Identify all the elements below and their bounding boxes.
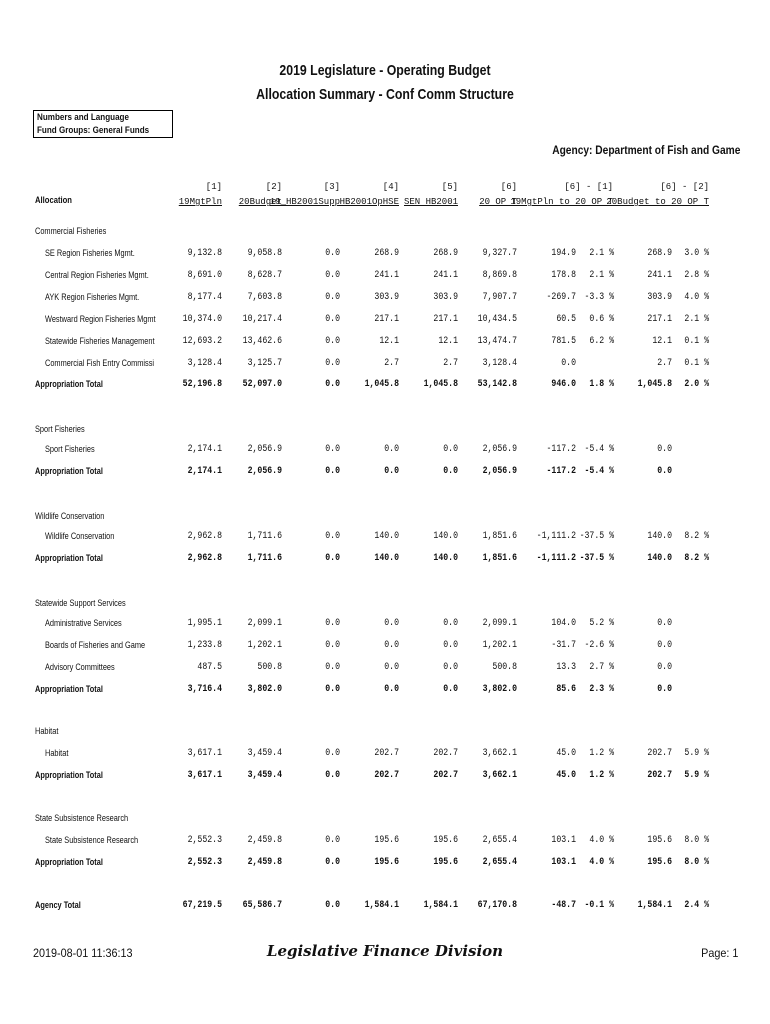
col7-index: [6] - [1] — [564, 182, 613, 192]
cell-col2: 2,056.9 — [247, 444, 282, 455]
cell-col8: 0.6 % — [589, 314, 614, 325]
cell-col10: 2.0 % — [684, 379, 709, 390]
cell-col6: 1,851.6 — [482, 553, 517, 564]
cell-col6: 2,099.1 — [482, 618, 517, 629]
cell-col6: 3,662.1 — [482, 748, 517, 759]
cell-col1: 1,995.1 — [187, 618, 222, 629]
table-row — [0, 270, 770, 284]
col6-index: [6] — [500, 182, 517, 192]
row-label: Advisory Committees — [45, 662, 115, 672]
group-heading-row — [0, 424, 770, 438]
cell-col8: -37.5 % — [579, 531, 614, 542]
cell-col2: 3,125.7 — [247, 358, 282, 369]
cell-col8: 1.8 % — [589, 379, 614, 390]
appropriation-total-row — [0, 466, 770, 480]
cell-col7: 781.5 — [551, 336, 576, 347]
cell-col7: -1,111.2 — [536, 531, 576, 542]
cell-col10: 5.9 % — [684, 770, 709, 781]
cell-col8: 4.0 % — [589, 835, 614, 846]
cell-col1: 10,374.0 — [182, 314, 222, 325]
col3-index: [3] — [323, 182, 340, 192]
cell-col2: 3,459.4 — [247, 748, 282, 759]
cell-col1: 8,691.0 — [187, 270, 222, 281]
row-label: Westward Region Fisheries Mgmt — [45, 314, 156, 324]
cell-col4: 217.1 — [374, 314, 399, 325]
cell-col1: 12,693.2 — [182, 336, 222, 347]
cell-col2: 65,586.7 — [242, 900, 282, 911]
appropriation-total-row — [0, 770, 770, 784]
cell-col9: 202.7 — [647, 770, 672, 781]
cell-col5: 0.0 — [443, 662, 458, 673]
cell-col7: 103.1 — [551, 835, 576, 846]
cell-col7: 0.0 — [561, 358, 576, 369]
cell-col6: 2,056.9 — [482, 466, 517, 477]
row-label: Appropriation Total — [35, 466, 103, 476]
cell-col9: 0.0 — [657, 618, 672, 629]
cell-col1: 2,174.1 — [187, 466, 222, 477]
cell-col5: 1,584.1 — [423, 900, 458, 911]
cell-col8: -37.5 % — [579, 553, 614, 564]
allocation-column-header: Allocation — [35, 195, 72, 205]
table-row — [0, 358, 770, 372]
cell-col2: 2,459.8 — [247, 857, 282, 868]
group-heading-row — [0, 598, 770, 612]
table-row — [0, 835, 770, 849]
cell-col7: 13.3 — [556, 662, 576, 673]
cell-col1: 487.5 — [197, 662, 222, 673]
cell-col7: -31.7 — [551, 640, 576, 651]
cell-col4: 303.9 — [374, 292, 399, 303]
cell-col7: 194.9 — [551, 248, 576, 259]
table-row — [0, 618, 770, 632]
cell-col1: 2,962.8 — [187, 553, 222, 564]
cell-col4: 0.0 — [384, 640, 399, 651]
cell-col8: 6.2 % — [589, 336, 614, 347]
row-label: Agency Total — [35, 900, 81, 910]
cell-col3: 0.0 — [325, 770, 340, 781]
cell-col8: 1.2 % — [589, 770, 614, 781]
cell-col3: 0.0 — [325, 531, 340, 542]
cell-col2: 10,217.4 — [242, 314, 282, 325]
cell-col2: 13,462.6 — [242, 336, 282, 347]
col4-header: HB2001OpHSE — [339, 197, 399, 207]
cell-col2: 1,711.6 — [247, 553, 282, 564]
cell-col5: 303.9 — [433, 292, 458, 303]
cell-col3: 0.0 — [325, 662, 340, 673]
cell-col3: 0.0 — [325, 900, 340, 911]
table-row — [0, 662, 770, 676]
cell-col7: -117.2 — [546, 466, 576, 477]
cell-col3: 0.0 — [325, 684, 340, 695]
cell-col8: 2.7 % — [589, 662, 614, 673]
cell-col1: 67,219.5 — [182, 900, 222, 911]
report-timestamp: 2019-08-01 11:36:13 — [33, 946, 133, 960]
fund-box-line2: Fund Groups: General Funds — [37, 125, 150, 136]
group-heading-row — [0, 511, 770, 525]
cell-col3: 0.0 — [325, 314, 340, 325]
col5-index: [5] — [441, 182, 458, 192]
cell-col7: -269.7 — [546, 292, 576, 303]
cell-col7: -1,111.2 — [536, 553, 576, 564]
cell-col4: 2.7 — [384, 358, 399, 369]
row-label: Habitat — [45, 748, 69, 758]
cell-col5: 202.7 — [433, 770, 458, 781]
cell-col4: 195.6 — [374, 835, 399, 846]
cell-col1: 2,552.3 — [187, 857, 222, 868]
cell-col5: 195.6 — [433, 835, 458, 846]
row-label: Central Region Fisheries Mgmt. — [45, 270, 149, 280]
row-label: AYK Region Fisheries Mgmt. — [45, 292, 140, 302]
cell-col8: 4.0 % — [589, 857, 614, 868]
cell-col3: 0.0 — [325, 748, 340, 759]
row-label: Habitat — [35, 726, 59, 736]
cell-col7: 85.6 — [556, 684, 576, 695]
cell-col4: 1,584.1 — [364, 900, 399, 911]
cell-col6: 53,142.8 — [477, 379, 517, 390]
cell-col8: 2.3 % — [589, 684, 614, 695]
cell-col5: 12.1 — [438, 336, 458, 347]
cell-col9: 0.0 — [657, 640, 672, 651]
cell-col3: 0.0 — [325, 248, 340, 259]
appropriation-total-row — [0, 684, 770, 698]
cell-col1: 3,617.1 — [187, 770, 222, 781]
cell-col9: 12.1 — [652, 336, 672, 347]
cell-col5: 140.0 — [433, 553, 458, 564]
row-label: Statewide Support Services — [35, 598, 126, 608]
cell-col9: 0.0 — [657, 662, 672, 673]
cell-col7: 45.0 — [556, 770, 576, 781]
cell-col8: -5.4 % — [584, 466, 614, 477]
row-label: State Subsistence Research — [45, 835, 139, 845]
cell-col9: 140.0 — [647, 553, 672, 564]
cell-col10: 8.0 % — [684, 835, 709, 846]
cell-col10: 8.0 % — [684, 857, 709, 868]
agency-total-row — [0, 900, 770, 914]
row-label: Commercial Fish Entry Commissi — [45, 358, 155, 368]
cell-col1: 3,128.4 — [187, 358, 222, 369]
cell-col2: 8,628.7 — [247, 270, 282, 281]
report-subtitle: Allocation Summary - Conf Comm Structure — [256, 86, 514, 103]
report-title: 2019 Legislature - Operating Budget — [279, 62, 491, 79]
cell-col5: 0.0 — [443, 684, 458, 695]
table-row — [0, 640, 770, 654]
cell-col6: 8,869.8 — [482, 270, 517, 281]
cell-col10: 8.2 % — [684, 553, 709, 564]
cell-col4: 140.0 — [374, 553, 399, 564]
cell-col5: 0.0 — [443, 466, 458, 477]
cell-col4: 0.0 — [384, 684, 399, 695]
cell-col6: 3,662.1 — [482, 770, 517, 781]
cell-col3: 0.0 — [325, 444, 340, 455]
row-label: Statewide Fisheries Management — [45, 336, 155, 346]
row-label: Sport Fisheries — [35, 424, 85, 434]
cell-col1: 3,617.1 — [187, 748, 222, 759]
cell-col1: 9,132.8 — [187, 248, 222, 259]
table-row — [0, 531, 770, 545]
cell-col6: 9,327.7 — [482, 248, 517, 259]
cell-col4: 268.9 — [374, 248, 399, 259]
cell-col3: 0.0 — [325, 379, 340, 390]
table-row — [0, 314, 770, 328]
col5-header: SEN HB2001 — [403, 197, 458, 207]
row-label: Appropriation Total — [35, 770, 103, 780]
cell-col6: 2,655.4 — [482, 835, 517, 846]
cell-col2: 2,056.9 — [247, 466, 282, 477]
col3-header: 19_HB2001Supp — [269, 197, 340, 207]
table-row — [0, 444, 770, 458]
cell-col9: 0.0 — [657, 466, 672, 477]
row-label: Commercial Fisheries — [35, 226, 107, 236]
page-number: Page: 1 — [700, 946, 738, 960]
cell-col4: 241.1 — [374, 270, 399, 281]
col6-header: 20 OP T — [479, 197, 517, 207]
cell-col2: 7,603.8 — [247, 292, 282, 303]
cell-col3: 0.0 — [325, 857, 340, 868]
cell-col1: 1,233.8 — [187, 640, 222, 651]
cell-col6: 3,128.4 — [482, 358, 517, 369]
cell-col2: 1,202.1 — [247, 640, 282, 651]
row-label: State Subsistence Research — [35, 813, 129, 823]
col1-header: 19MgtPln — [178, 197, 222, 207]
cell-col4: 202.7 — [374, 770, 399, 781]
cell-col3: 0.0 — [325, 270, 340, 281]
cell-col6: 2,056.9 — [482, 444, 517, 455]
cell-col5: 195.6 — [433, 857, 458, 868]
cell-col7: 45.0 — [556, 748, 576, 759]
cell-col2: 3,459.4 — [247, 770, 282, 781]
cell-col5: 0.0 — [443, 618, 458, 629]
cell-col5: 202.7 — [433, 748, 458, 759]
cell-col3: 0.0 — [325, 618, 340, 629]
cell-col1: 52,196.8 — [182, 379, 222, 390]
cell-col4: 0.0 — [384, 444, 399, 455]
cell-col3: 0.0 — [325, 358, 340, 369]
cell-col10: 0.1 % — [684, 358, 709, 369]
table-row — [0, 748, 770, 762]
col2-index: [2] — [265, 182, 282, 192]
col7-header: 19MgtPln to 20 OP T — [510, 197, 613, 207]
cell-col4: 1,045.8 — [364, 379, 399, 390]
cell-col9: 0.0 — [657, 444, 672, 455]
cell-col9: 1,584.1 — [637, 900, 672, 911]
cell-col9: 2.7 — [657, 358, 672, 369]
cell-col9: 140.0 — [647, 531, 672, 542]
cell-col10: 2.1 % — [684, 314, 709, 325]
cell-col8: 2.1 % — [589, 248, 614, 259]
fund-box-line1: Numbers and Language — [37, 112, 129, 123]
row-label: Appropriation Total — [35, 857, 103, 867]
row-label: Wildlife Conservation — [35, 511, 105, 521]
cell-col1: 3,716.4 — [187, 684, 222, 695]
table-row — [0, 336, 770, 350]
cell-col4: 140.0 — [374, 531, 399, 542]
cell-col4: 195.6 — [374, 857, 399, 868]
cell-col4: 0.0 — [384, 618, 399, 629]
cell-col5: 268.9 — [433, 248, 458, 259]
cell-col8: -0.1 % — [584, 900, 614, 911]
cell-col8: 1.2 % — [589, 748, 614, 759]
col2-header: 20Budget — [238, 197, 282, 207]
cell-col4: 12.1 — [379, 336, 399, 347]
agency-name: Agency: Department of Fish and Game — [551, 143, 740, 157]
cell-col5: 1,045.8 — [423, 379, 458, 390]
cell-col10: 2.8 % — [684, 270, 709, 281]
cell-col3: 0.0 — [325, 553, 340, 564]
cell-col7: -117.2 — [546, 444, 576, 455]
cell-col5: 217.1 — [433, 314, 458, 325]
cell-col8: 2.1 % — [589, 270, 614, 281]
cell-col8: -5.4 % — [584, 444, 614, 455]
group-heading-row — [0, 726, 770, 740]
cell-col2: 9,058.8 — [247, 248, 282, 259]
col8-index: [6] - [2] — [660, 182, 709, 192]
cell-col9: 195.6 — [647, 835, 672, 846]
cell-col9: 1,045.8 — [637, 379, 672, 390]
col8-header: 20Budget to 20 OP T — [606, 197, 709, 207]
col1-index: [1] — [205, 182, 222, 192]
cell-col2: 500.8 — [257, 662, 282, 673]
cell-col5: 2.7 — [443, 358, 458, 369]
cell-col10: 8.2 % — [684, 531, 709, 542]
cell-col9: 195.6 — [647, 857, 672, 868]
cell-col10: 4.0 % — [684, 292, 709, 303]
cell-col7: 946.0 — [551, 379, 576, 390]
cell-col7: 178.8 — [551, 270, 576, 281]
cell-col4: 202.7 — [374, 748, 399, 759]
cell-col2: 3,802.0 — [247, 684, 282, 695]
cell-col10: 3.0 % — [684, 248, 709, 259]
cell-col6: 67,170.8 — [477, 900, 517, 911]
row-label: Sport Fisheries — [45, 444, 95, 454]
cell-col2: 2,099.1 — [247, 618, 282, 629]
cell-col6: 7,907.7 — [482, 292, 517, 303]
table-row — [0, 292, 770, 306]
cell-col6: 10,434.5 — [477, 314, 517, 325]
appropriation-total-row — [0, 379, 770, 393]
cell-col3: 0.0 — [325, 835, 340, 846]
cell-col8: -3.3 % — [584, 292, 614, 303]
cell-col2: 52,097.0 — [242, 379, 282, 390]
cell-col10: 2.4 % — [684, 900, 709, 911]
cell-col8: 5.2 % — [589, 618, 614, 629]
cell-col6: 500.8 — [492, 662, 517, 673]
row-label: SE Region Fisheries Mgmt. — [45, 248, 135, 258]
cell-col1: 2,962.8 — [187, 531, 222, 542]
cell-col10: 5.9 % — [684, 748, 709, 759]
cell-col6: 1,202.1 — [482, 640, 517, 651]
row-label: Administrative Services — [45, 618, 122, 628]
cell-col3: 0.0 — [325, 640, 340, 651]
cell-col2: 1,711.6 — [247, 531, 282, 542]
cell-col2: 2,459.8 — [247, 835, 282, 846]
cell-col8: -2.6 % — [584, 640, 614, 651]
cell-col9: 268.9 — [647, 248, 672, 259]
cell-col1: 2,174.1 — [187, 444, 222, 455]
division-signature: Legislative Finance Division — [266, 942, 504, 960]
cell-col3: 0.0 — [325, 336, 340, 347]
row-label: Appropriation Total — [35, 553, 103, 563]
cell-col1: 2,552.3 — [187, 835, 222, 846]
row-label: Appropriation Total — [35, 379, 103, 389]
cell-col6: 1,851.6 — [482, 531, 517, 542]
cell-col9: 0.0 — [657, 684, 672, 695]
cell-col9: 241.1 — [647, 270, 672, 281]
cell-col5: 140.0 — [433, 531, 458, 542]
cell-col5: 0.0 — [443, 640, 458, 651]
appropriation-total-row — [0, 553, 770, 567]
cell-col6: 2,655.4 — [482, 857, 517, 868]
cell-col7: 60.5 — [556, 314, 576, 325]
cell-col3: 0.0 — [325, 292, 340, 303]
fund-group-box — [33, 110, 173, 138]
row-label: Wildlife Conservation — [45, 531, 115, 541]
cell-col7: 104.0 — [551, 618, 576, 629]
col4-index: [4] — [382, 182, 399, 192]
cell-col1: 8,177.4 — [187, 292, 222, 303]
group-heading-row — [0, 813, 770, 827]
cell-col4: 0.0 — [384, 662, 399, 673]
cell-col6: 3,802.0 — [482, 684, 517, 695]
row-label: Boards of Fisheries and Game — [45, 640, 146, 650]
cell-col7: -48.7 — [551, 900, 576, 911]
cell-col9: 217.1 — [647, 314, 672, 325]
cell-col9: 303.9 — [647, 292, 672, 303]
cell-col3: 0.0 — [325, 466, 340, 477]
cell-col6: 13,474.7 — [477, 336, 517, 347]
table-row — [0, 248, 770, 262]
group-heading-row — [0, 226, 770, 240]
appropriation-total-row — [0, 857, 770, 871]
cell-col9: 202.7 — [647, 748, 672, 759]
cell-col4: 0.0 — [384, 466, 399, 477]
cell-col7: 103.1 — [551, 857, 576, 868]
row-label: Appropriation Total — [35, 684, 103, 694]
cell-col10: 0.1 % — [684, 336, 709, 347]
cell-col5: 0.0 — [443, 444, 458, 455]
cell-col5: 241.1 — [433, 270, 458, 281]
